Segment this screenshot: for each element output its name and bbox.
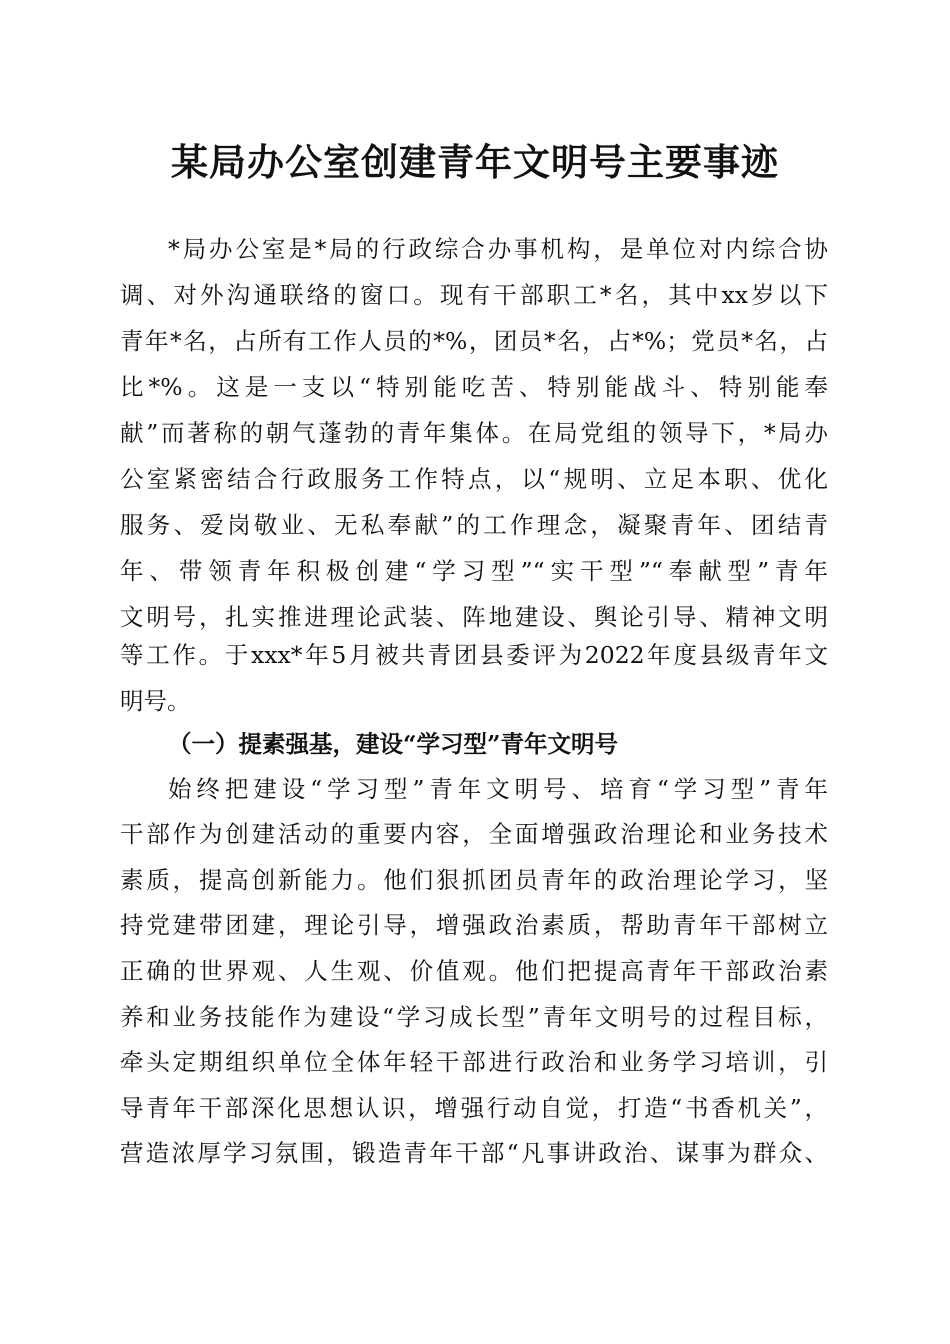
paragraph-line: 营造浓厚学习氛围，锻造青年干部“凡事讲政治、谋事为群众、 xyxy=(120,1139,828,1167)
section-heading: （一）提素强基，建设“学习型”青年文明号 xyxy=(168,730,619,758)
paragraph-line: 青年*名，占所有工作人员的*%，团员*名，占*%；党员*名，占 xyxy=(120,327,828,355)
paragraph-line: 调、对外沟通联络的窗口。现有干部职工*名，其中xx岁以下 xyxy=(120,281,828,309)
paragraph-line: 干部作为创建活动的重要内容，全面增强政治理论和业务技术 xyxy=(120,820,828,848)
paragraph-line: 献”而著称的朝气蓬勃的青年集体。在局党组的领导下，*局办 xyxy=(120,419,828,447)
page-title: 某局办公室创建青年文明号主要事迹 xyxy=(171,140,779,184)
paragraph-line: 导青年干部深化思想认识，增强行动自觉，打造“书香机关”， xyxy=(120,1094,828,1122)
paragraph-line: 比*%。这是一支以“特别能吃苦、特别能战斗、特别能奉 xyxy=(120,373,828,401)
paragraph-line: 正确的世界观、人生观、价值观。他们把提高青年干部政治素 xyxy=(120,957,828,985)
paragraph-line: 素质，提高创新能力。他们狠抓团员青年的政治理论学习，坚 xyxy=(120,866,828,894)
paragraph-line: *局办公室是*局的行政综合办事机构，是单位对内综合协 xyxy=(168,235,828,263)
paragraph-line: 等工作。于xxx*年5月被共青团县委评为2022年度县级青年文 xyxy=(120,641,828,669)
paragraph-line: 年、带领青年积极创建“学习型”“实干型”“奉献型”青年 xyxy=(120,557,828,585)
paragraph-line: 明号。 xyxy=(120,687,191,715)
paragraph-line: 文明号，扎实推进理论武装、阵地建设、舆论引导、精神文明 xyxy=(120,603,828,631)
paragraph-line: 服务、爱岗敬业、无私奉献”的工作理念，凝聚青年、团结青 xyxy=(120,511,828,539)
paragraph-line: 牵头定期组织单位全体年轻干部进行政治和业务学习培训，引 xyxy=(120,1048,828,1076)
paragraph-line: 持党建带团建，理论引导，增强政治素质，帮助青年干部树立 xyxy=(120,911,828,939)
paragraph-line: 公室紧密结合行政服务工作特点，以“规明、立足本职、优化 xyxy=(120,465,828,493)
paragraph-line: 始终把建设“学习型”青年文明号、培育“学习型”青年 xyxy=(168,775,828,803)
paragraph-line: 养和业务技能作为建设“学习成长型”青年文明号的过程目标， xyxy=(120,1003,828,1031)
